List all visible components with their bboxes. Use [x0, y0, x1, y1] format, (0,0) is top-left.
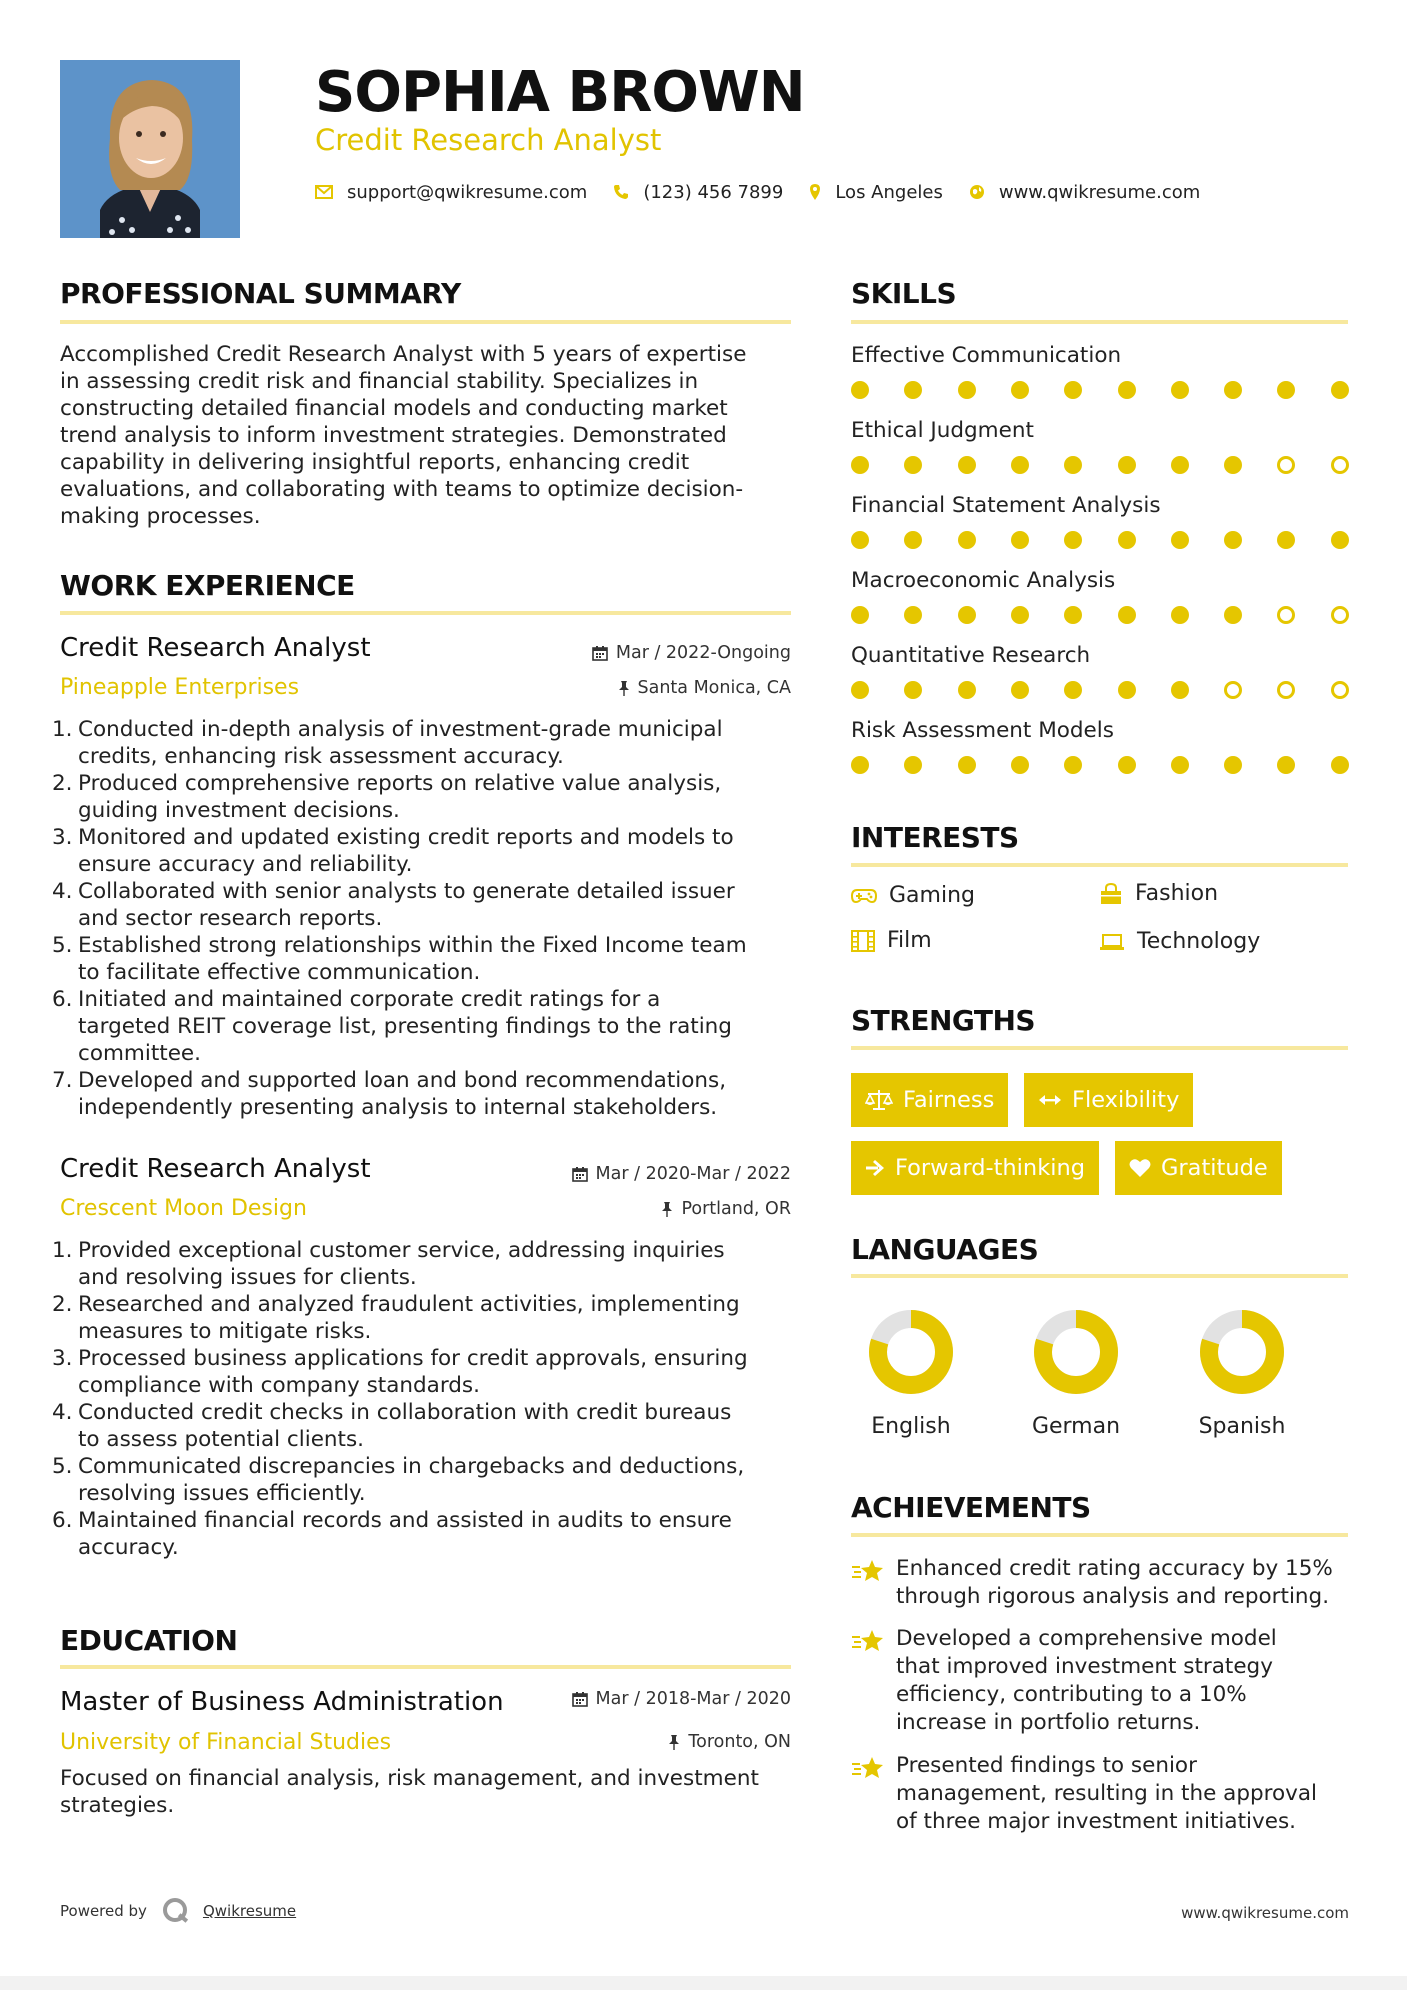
skill-dot-filled [1011, 381, 1029, 399]
skills-divider [851, 320, 1348, 324]
list-line: and resolving issues for clients. [78, 1265, 417, 1290]
skill-dot-filled [851, 381, 869, 399]
list-number: 5. [52, 1454, 73, 1479]
list-number: 1. [52, 1238, 73, 1263]
skill-name: Risk Assessment Models [851, 718, 1114, 743]
skill-dot-filled [904, 456, 922, 474]
language-donut [867, 1308, 955, 1396]
language-german [1006, 1308, 1146, 1396]
interests-heading: INTERESTS [851, 821, 1019, 854]
school-name: University of Financial Studies [60, 1730, 392, 1755]
envelope-icon [315, 185, 333, 199]
summary-line: constructing detailed financial models and conducting market [60, 396, 728, 421]
job-bullets [52, 1237, 792, 1561]
skill-dot-empty [1331, 456, 1349, 474]
powered-by-text: Powered by [60, 1902, 147, 1920]
list-number: 1. [52, 717, 73, 742]
skill-dot-filled [1064, 606, 1082, 624]
skill-name: Ethical Judgment [851, 418, 1034, 443]
list-line: independently presenting analysis to internal stakeholders. [78, 1095, 718, 1120]
skill-name: Quantitative Research [851, 643, 1091, 668]
skill-dot-filled [1171, 756, 1189, 774]
skill-dot-empty [1224, 681, 1242, 699]
skill-dot-filled [1331, 381, 1349, 399]
education-location [668, 1730, 791, 1754]
calendar-icon [572, 1691, 588, 1707]
skill-dot-filled [851, 456, 869, 474]
shooting-star-icon [851, 1627, 885, 1655]
summary-text [60, 341, 800, 530]
skill-dot-filled [1224, 381, 1242, 399]
job-location [661, 1197, 791, 1221]
skill-dot-filled [1171, 381, 1189, 399]
education-divider [60, 1665, 791, 1669]
skill-dot-filled [904, 681, 922, 699]
footer-website[interactable]: www.qwikresume.com [1181, 1904, 1349, 1922]
skill-dot-filled [1171, 681, 1189, 699]
interests-divider [851, 863, 1348, 867]
skill-dot-filled [1118, 606, 1136, 624]
list-line: measures to mitigate risks. [78, 1319, 372, 1344]
list-line: Processed business applications for credit approvals, ensuring [78, 1346, 748, 1371]
list-line: Monitored and updated existing credit reports and models to [78, 825, 734, 850]
strengths-heading: STRENGTHS [851, 1004, 1036, 1037]
skill-dot-filled [1331, 756, 1349, 774]
achievement-line: management, resulting in the approval [896, 1781, 1318, 1806]
education-location-text: Toronto, ON [688, 1732, 791, 1752]
arrows-horizontal-icon [1038, 1093, 1062, 1107]
skill-dot-filled [958, 681, 976, 699]
list-line: Initiated and maintained corporate credit ratings for a [78, 987, 661, 1012]
contact-location-text: Los Angeles [835, 181, 943, 203]
strength-label: Fairness [903, 1087, 995, 1113]
list-number: 2. [52, 771, 73, 796]
list-line: Produced comprehensive reports on relative value analysis, [78, 771, 722, 796]
list-number: 3. [52, 825, 73, 850]
achievements-heading: ACHIEVEMENTS [851, 1491, 1091, 1524]
list-line: Conducted in-depth analysis of investment-grade municipal [78, 717, 723, 742]
job-dates [572, 1162, 791, 1186]
job-location [618, 676, 792, 700]
skill-dot-filled [1118, 681, 1136, 699]
summary-heading: PROFESSIONAL SUMMARY [60, 277, 461, 310]
skill-dot-empty [1331, 606, 1349, 624]
contact-website[interactable] [969, 182, 1200, 203]
interest-label: Gaming [889, 883, 975, 908]
list-item [52, 1237, 792, 1291]
skill-dot-filled [851, 531, 869, 549]
education-line: Focused on financial analysis, risk management, and investment [60, 1766, 759, 1791]
strength-label: Gratitude [1161, 1155, 1268, 1181]
skill-dot-filled [904, 531, 922, 549]
skill-dot-filled [1277, 756, 1295, 774]
balance-scale-icon [865, 1089, 893, 1111]
strength-label: Flexibility [1072, 1087, 1180, 1113]
summary-line: capability in delivering insightful reports, enhancing credit [60, 450, 690, 475]
skill-dot-filled [1224, 756, 1242, 774]
achievement-text [896, 1752, 1356, 1836]
languages-heading: LANGUAGES [851, 1233, 1039, 1266]
skill-dot-filled [851, 756, 869, 774]
laptop-icon [1099, 933, 1125, 951]
list-item [52, 1067, 792, 1121]
skill-rating [851, 756, 1351, 776]
summary-divider [60, 320, 791, 324]
job-dates-text: Mar / 2022-Ongoing [615, 643, 791, 663]
contact-phone-text: (123) 456 7899 [643, 181, 784, 203]
shopping-bag-icon [1099, 883, 1123, 905]
summary-line: in assessing credit risk and financial stability. Specializes in [60, 369, 699, 394]
skill-rating [851, 681, 1351, 701]
strengths-divider [851, 1046, 1348, 1050]
skill-dot-empty [1277, 456, 1295, 474]
skill-dot-filled [1118, 531, 1136, 549]
list-line: and sector research reports. [78, 906, 383, 931]
contact-website-text: www.qwikresume.com [998, 181, 1201, 203]
skill-dot-filled [851, 606, 869, 624]
skill-dot-filled [851, 681, 869, 699]
skill-name: Financial Statement Analysis [851, 493, 1161, 518]
skill-dot-filled [1064, 531, 1082, 549]
list-line: Conducted credit checks in collaboration with credit bureaus [78, 1400, 732, 1425]
summary-line: evaluations, and collaborating with teams to optimize decision- [60, 477, 744, 502]
degree-title: Master of Business Administration [60, 1687, 504, 1717]
interest-fashion [1099, 881, 1218, 906]
candidate-role: Credit Research Analyst [315, 123, 662, 157]
achievement-line: that improved investment strategy [896, 1654, 1273, 1679]
list-line: Established strong relationships within the Fixed Income team [78, 933, 747, 958]
skill-dot-empty [1277, 681, 1295, 699]
contact-email[interactable] [315, 182, 587, 203]
education-description [60, 1765, 800, 1819]
list-number: 4. [52, 879, 73, 904]
skill-dot-filled [1171, 606, 1189, 624]
interest-label: Fashion [1135, 881, 1219, 906]
language-name: English [871, 1414, 951, 1439]
heart-icon [1129, 1158, 1151, 1178]
list-item [52, 986, 792, 1067]
interest-gaming [851, 883, 975, 908]
list-line: Communicated discrepancies in chargebacks and deductions, [78, 1454, 745, 1479]
candidate-name: SOPHIA BROWN [315, 60, 805, 125]
contact-location [809, 182, 943, 203]
skill-dot-filled [1011, 456, 1029, 474]
list-line: to facilitate effective communication. [78, 960, 481, 985]
achievement-text [896, 1555, 1356, 1611]
skill-dot-filled [1277, 531, 1295, 549]
language-donut [1198, 1308, 1286, 1396]
shooting-star-icon [851, 1754, 885, 1782]
list-line: Provided exceptional customer service, addressing inquiries [78, 1238, 725, 1263]
phone-icon [613, 184, 629, 200]
shooting-star-icon [851, 1557, 885, 1585]
list-number: 6. [52, 987, 73, 1012]
strength-tag-forward-thinking [851, 1141, 1099, 1195]
profile-photo [60, 60, 240, 238]
skill-dot-filled [1171, 456, 1189, 474]
skill-dot-filled [1064, 456, 1082, 474]
calendar-icon [592, 645, 608, 661]
contact-bar [315, 178, 1226, 206]
list-number: 7. [52, 1068, 73, 1093]
skill-rating [851, 456, 1351, 476]
list-item [52, 716, 792, 770]
skill-dot-filled [1224, 531, 1242, 549]
skill-dot-filled [1118, 756, 1136, 774]
skill-dot-filled [1064, 756, 1082, 774]
skill-dot-filled [1224, 456, 1242, 474]
pushpin-icon [668, 1734, 680, 1750]
pushpin-icon [661, 1201, 673, 1217]
skill-dot-filled [958, 756, 976, 774]
summary-line: Accomplished Credit Research Analyst with 5 years of expertise [60, 342, 747, 367]
contact-email-text: support@qwikresume.com [347, 181, 588, 203]
list-number: 3. [52, 1346, 73, 1371]
achievement-line: increase in portfolio returns. [896, 1710, 1201, 1735]
arrow-right-icon [865, 1159, 885, 1177]
skill-dot-filled [1277, 381, 1295, 399]
page-bottom-border [0, 1976, 1407, 1990]
profile-photo-image [60, 60, 240, 238]
language-spanish [1172, 1308, 1312, 1396]
list-number: 2. [52, 1292, 73, 1317]
contact-phone[interactable] [613, 182, 783, 203]
skill-dot-filled [1171, 531, 1189, 549]
skill-dot-filled [1011, 531, 1029, 549]
film-icon [851, 930, 875, 952]
job-dates-text: Mar / 2020-Mar / 2022 [595, 1164, 791, 1184]
job-title: Credit Research Analyst [60, 1154, 371, 1184]
skill-dot-filled [958, 456, 976, 474]
achievement-line: Enhanced credit rating accuracy by 15% [896, 1556, 1333, 1581]
language-english [841, 1308, 981, 1396]
skill-dot-filled [904, 381, 922, 399]
list-item [52, 878, 792, 932]
job-company: Crescent Moon Design [60, 1196, 307, 1221]
education-dates-text: Mar / 2018-Mar / 2020 [595, 1689, 791, 1709]
list-number: 5. [52, 933, 73, 958]
strength-tag-gratitude [1115, 1141, 1282, 1195]
list-line: guiding investment decisions. [78, 798, 400, 823]
skill-dot-filled [1118, 456, 1136, 474]
skill-dot-filled [1331, 531, 1349, 549]
footer-branding [60, 1896, 296, 1926]
skills-heading: SKILLS [851, 277, 957, 310]
skill-dot-filled [1011, 756, 1029, 774]
job-title: Credit Research Analyst [60, 633, 371, 663]
skill-dot-filled [1118, 381, 1136, 399]
list-line: Maintained financial records and assisted in audits to ensure [78, 1508, 732, 1533]
list-line: targeted REIT coverage list, presenting findings to the rating [78, 1014, 732, 1039]
list-item [52, 1399, 792, 1453]
skill-dot-filled [1224, 606, 1242, 624]
globe-icon [969, 184, 985, 200]
interest-label: Film [887, 928, 932, 953]
list-line: ensure accuracy and reliability. [78, 852, 413, 877]
list-line: credits, enhancing risk assessment accuracy. [78, 744, 564, 769]
achievement-line: of three major investment initiatives. [896, 1809, 1296, 1834]
list-line: resolving issues efficiently. [78, 1481, 366, 1506]
list-number: 4. [52, 1400, 73, 1425]
achievements-divider [851, 1533, 1348, 1537]
job-dates [592, 641, 791, 665]
summary-line: trend analysis to inform investment strategies. Demonstrated [60, 423, 727, 448]
list-item [52, 1291, 792, 1345]
interest-film [851, 928, 932, 953]
skill-name: Effective Communication [851, 343, 1122, 368]
education-dates [572, 1687, 791, 1711]
skill-dot-empty [1277, 606, 1295, 624]
language-name: German [1031, 1414, 1121, 1439]
achievement-line: Developed a comprehensive model [896, 1626, 1277, 1651]
gamepad-icon [851, 888, 877, 904]
qwikresume-link[interactable]: Qwikresume [202, 1902, 297, 1920]
skill-dot-filled [1064, 681, 1082, 699]
skill-rating [851, 531, 1351, 551]
language-name: Spanish [1198, 1414, 1286, 1439]
education-heading: EDUCATION [60, 1624, 238, 1657]
calendar-icon [572, 1166, 588, 1182]
achievement-line: efficiency, contributing to a 10% [896, 1682, 1247, 1707]
job-location-text: Portland, OR [681, 1199, 791, 1219]
qwikresume-logo-icon [161, 1896, 191, 1926]
skill-dot-filled [958, 606, 976, 624]
strength-tag-flexibility [1024, 1073, 1193, 1127]
list-number: 6. [52, 1508, 73, 1533]
languages-divider [851, 1274, 1348, 1278]
list-item [52, 1345, 792, 1399]
skill-dot-empty [1331, 681, 1349, 699]
skill-dot-filled [1011, 606, 1029, 624]
achievement-line: through rigorous analysis and reporting. [896, 1584, 1330, 1609]
achievement-text [896, 1625, 1356, 1737]
skill-dot-filled [904, 606, 922, 624]
list-line: committee. [78, 1041, 201, 1066]
pushpin-icon [618, 680, 630, 696]
skill-dot-filled [958, 381, 976, 399]
achievement-line: Presented findings to senior [896, 1753, 1197, 1778]
list-item [52, 824, 792, 878]
list-line: Collaborated with senior analysts to generate detailed issuer [78, 879, 735, 904]
list-line: to assess potential clients. [78, 1427, 365, 1452]
experience-divider [60, 611, 791, 615]
list-line: Researched and analyzed fraudulent activities, implementing [78, 1292, 740, 1317]
skill-dot-filled [1064, 381, 1082, 399]
strength-tag-fairness [851, 1073, 1008, 1127]
skill-rating [851, 381, 1351, 401]
list-item [52, 932, 792, 986]
list-line: accuracy. [78, 1535, 179, 1560]
job-bullets [52, 716, 792, 1121]
interest-technology [1099, 929, 1260, 954]
education-line: strategies. [60, 1793, 175, 1818]
list-item [52, 770, 792, 824]
experience-heading: WORK EXPERIENCE [60, 569, 355, 602]
list-line: Developed and supported loan and bond recommendations, [78, 1068, 727, 1093]
list-item [52, 1507, 792, 1561]
job-location-text: Santa Monica, CA [637, 678, 791, 698]
skill-name: Macroeconomic Analysis [851, 568, 1116, 593]
job-company: Pineapple Enterprises [60, 675, 300, 700]
list-line: compliance with company standards. [78, 1373, 480, 1398]
map-pin-icon [809, 183, 821, 201]
skill-dot-filled [904, 756, 922, 774]
skill-rating [851, 606, 1351, 626]
strength-label: Forward-thinking [895, 1155, 1086, 1181]
language-donut [1032, 1308, 1120, 1396]
list-item [52, 1453, 792, 1507]
interest-label: Technology [1137, 929, 1261, 954]
skill-dot-filled [1011, 681, 1029, 699]
summary-line: making processes. [60, 504, 261, 529]
skill-dot-filled [958, 531, 976, 549]
